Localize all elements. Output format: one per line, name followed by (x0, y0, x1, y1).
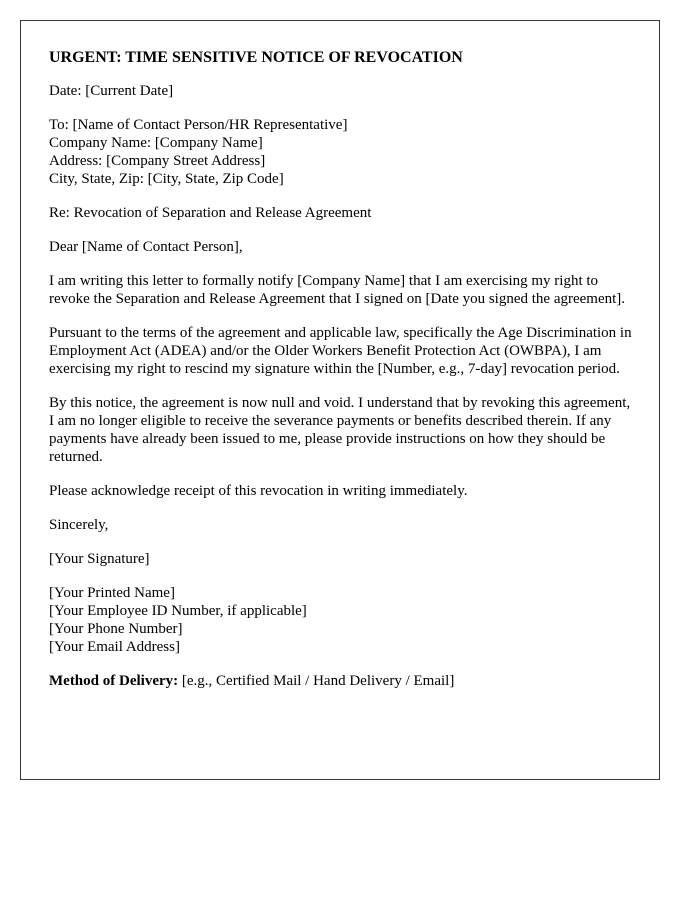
paragraph-legal-basis: Pursuant to the terms of the agreement and applicable law, specifically the Age Discrimination in Employment Act (ADEA) and/or the Older Workers Benefit Protection Act (OWBPA), I am exercising my right to rescind my signature within the [Number, e.g., 7-day] revocation period. (49, 325, 632, 377)
letter-body (49, 48, 639, 706)
sender-printed-name: [Your Printed Name] (49, 585, 175, 601)
paragraph-null-and-void: By this notice, the agreement is now null and void. I understand that by revoking this agreement, I am no longer eligible to receive the severance payments or benefits described therein. If any payments have already been issued to me, please provide instructions on how they should be returned. (49, 395, 631, 465)
letter-frame (20, 20, 660, 780)
paragraph-acknowledge: Please acknowledge receipt of this revocation in writing immediately. (49, 483, 468, 499)
sender-phone: [Your Phone Number] (49, 621, 183, 637)
delivery-value: [e.g., Certified Mail / Hand Delivery / Email] (181, 673, 455, 689)
sender-block (49, 584, 639, 656)
signature: [Your Signature] (49, 551, 150, 567)
date-line: Date: [Current Date] (49, 83, 174, 99)
re-line: Re: Revocation of Separation and Release Agreement (49, 205, 372, 221)
closing: Sincerely, (49, 517, 109, 533)
sender-employee-id: [Your Employee ID Number, if applicable] (49, 603, 307, 619)
letter-title: URGENT: TIME SENSITIVE NOTICE OF REVOCATION (49, 49, 463, 66)
paragraph-notification: I am writing this letter to formally notify [Company Name] that I am exercising my right to revoke the Separation and Release Agreement that I signed on [Date you signed the agreement]. (49, 273, 626, 307)
recipient-city-state-zip: City, State, Zip: [City, State, Zip Code] (49, 171, 284, 187)
recipient-block (49, 116, 639, 188)
sender-email: [Your Email Address] (49, 639, 180, 655)
recipient-company: Company Name: [Company Name] (49, 135, 263, 151)
delivery-label: Method of Delivery: (49, 673, 179, 689)
recipient-to: To: [Name of Contact Person/HR Representative] (49, 117, 348, 133)
recipient-address: Address: [Company Street Address] (49, 153, 266, 169)
salutation: Dear [Name of Contact Person], (49, 239, 243, 255)
delivery-method (49, 672, 639, 690)
